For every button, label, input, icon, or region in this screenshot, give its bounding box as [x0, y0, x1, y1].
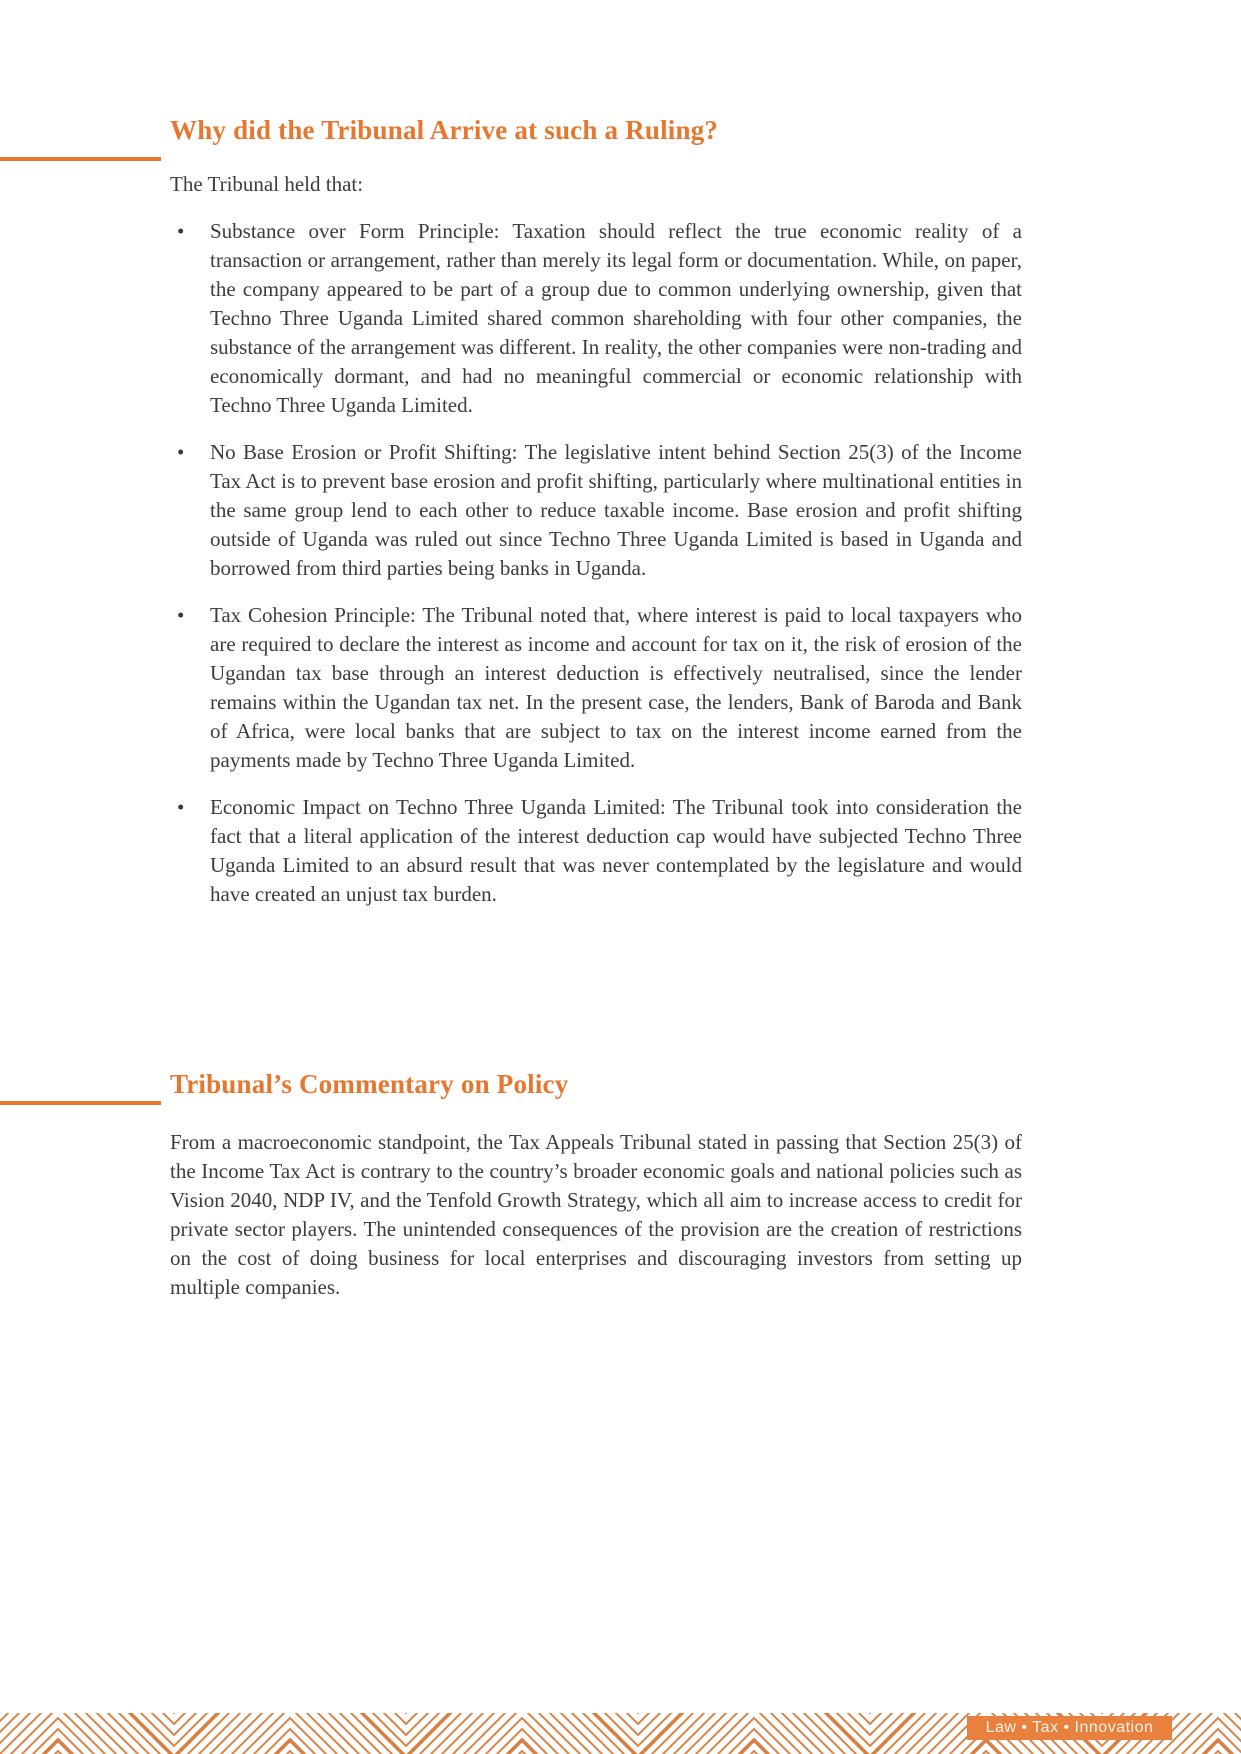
page-content: [170, 112, 1022, 1302]
section-heading-ruling: Why did the Tribunal Arrive at such a Ruling?: [170, 115, 719, 145]
bullet-list: [170, 217, 1022, 909]
bullet-item-substance-over-form: [170, 217, 1022, 420]
bullet-text: Substance over Form Principle: Taxation should reflect the true economic reality of a transaction or arrangement, rather than merely its legal form or documentation. While, on paper, the company appeared to be part of a group due to common underlying ownership, given that Techno Three Uganda Limited shared common shareholding with four other companies, the substance of the arrangement was different. In reality, the other companies were non-trading and economically dormant, and had no meaningful commercial or economic relationship with Techno Three Uganda Limited.: [210, 219, 1022, 417]
bullet-text: Economic Impact on Techno Three Uganda Limited: The Tribunal took into consideration the fact that a literal application of the interest deduction cap would have subjected Techno Three Uganda Limited to an absurd result that was never contemplated by the legislature and would have created an unjust tax burden.: [210, 795, 1022, 906]
bullet-item-tax-cohesion: [170, 601, 1022, 775]
section-heading-commentary: Tribunal’s Commentary on Policy: [170, 1069, 569, 1099]
heading-accent-rule: [0, 1101, 161, 1105]
bullet-item-economic-impact: [170, 793, 1022, 909]
bullet-text: No Base Erosion or Profit Shifting: The legislative intent behind Section 25(3) of the Income Tax Act is to prevent base erosion and profit shifting, particularly where multinational entities in the same group lend to each other to reduce taxable income. Base erosion and profit shifting outside of Uganda was ruled out since Techno Three Uganda Limited is based in Uganda and borrowed from third parties being banks in Uganda.: [210, 440, 1022, 580]
footer-band: [0, 1713, 1241, 1754]
heading-accent-rule: [0, 157, 161, 161]
intro-text: The Tribunal held that:: [170, 172, 364, 196]
bullet-item-no-base-erosion: [170, 438, 1022, 583]
commentary-paragraph: From a macroeconomic standpoint, the Tax Appeals Tribunal stated in passing that Section 25(3) of the Income Tax Act is contrary to the country’s broader economic goals and national policies such as Vision 2040, NDP IV, and the Tenfold Growth Strategy, which all aim to increase access to credit for private sector players. The unintended consequences of the provision are the creation of restrictions on the cost of doing business for local enterprises and discouraging investors from setting up multiple companies.: [170, 1130, 1022, 1299]
bullet-text: Tax Cohesion Principle: The Tribunal noted that, where interest is paid to local taxpayers who are required to declare the interest as income and account for tax on it, the risk of erosion of the Ugandan tax base through an interest deduction is effectively neutralised, since the lender remains within the Ugandan tax net. In the present case, the lenders, Bank of Baroda and Bank of Africa, were local banks that are subject to tax on the interest income earned from the payments made by Techno Three Uganda Limited.: [210, 603, 1022, 772]
footer-badge: Law • Tax • Innovation: [967, 1716, 1172, 1740]
